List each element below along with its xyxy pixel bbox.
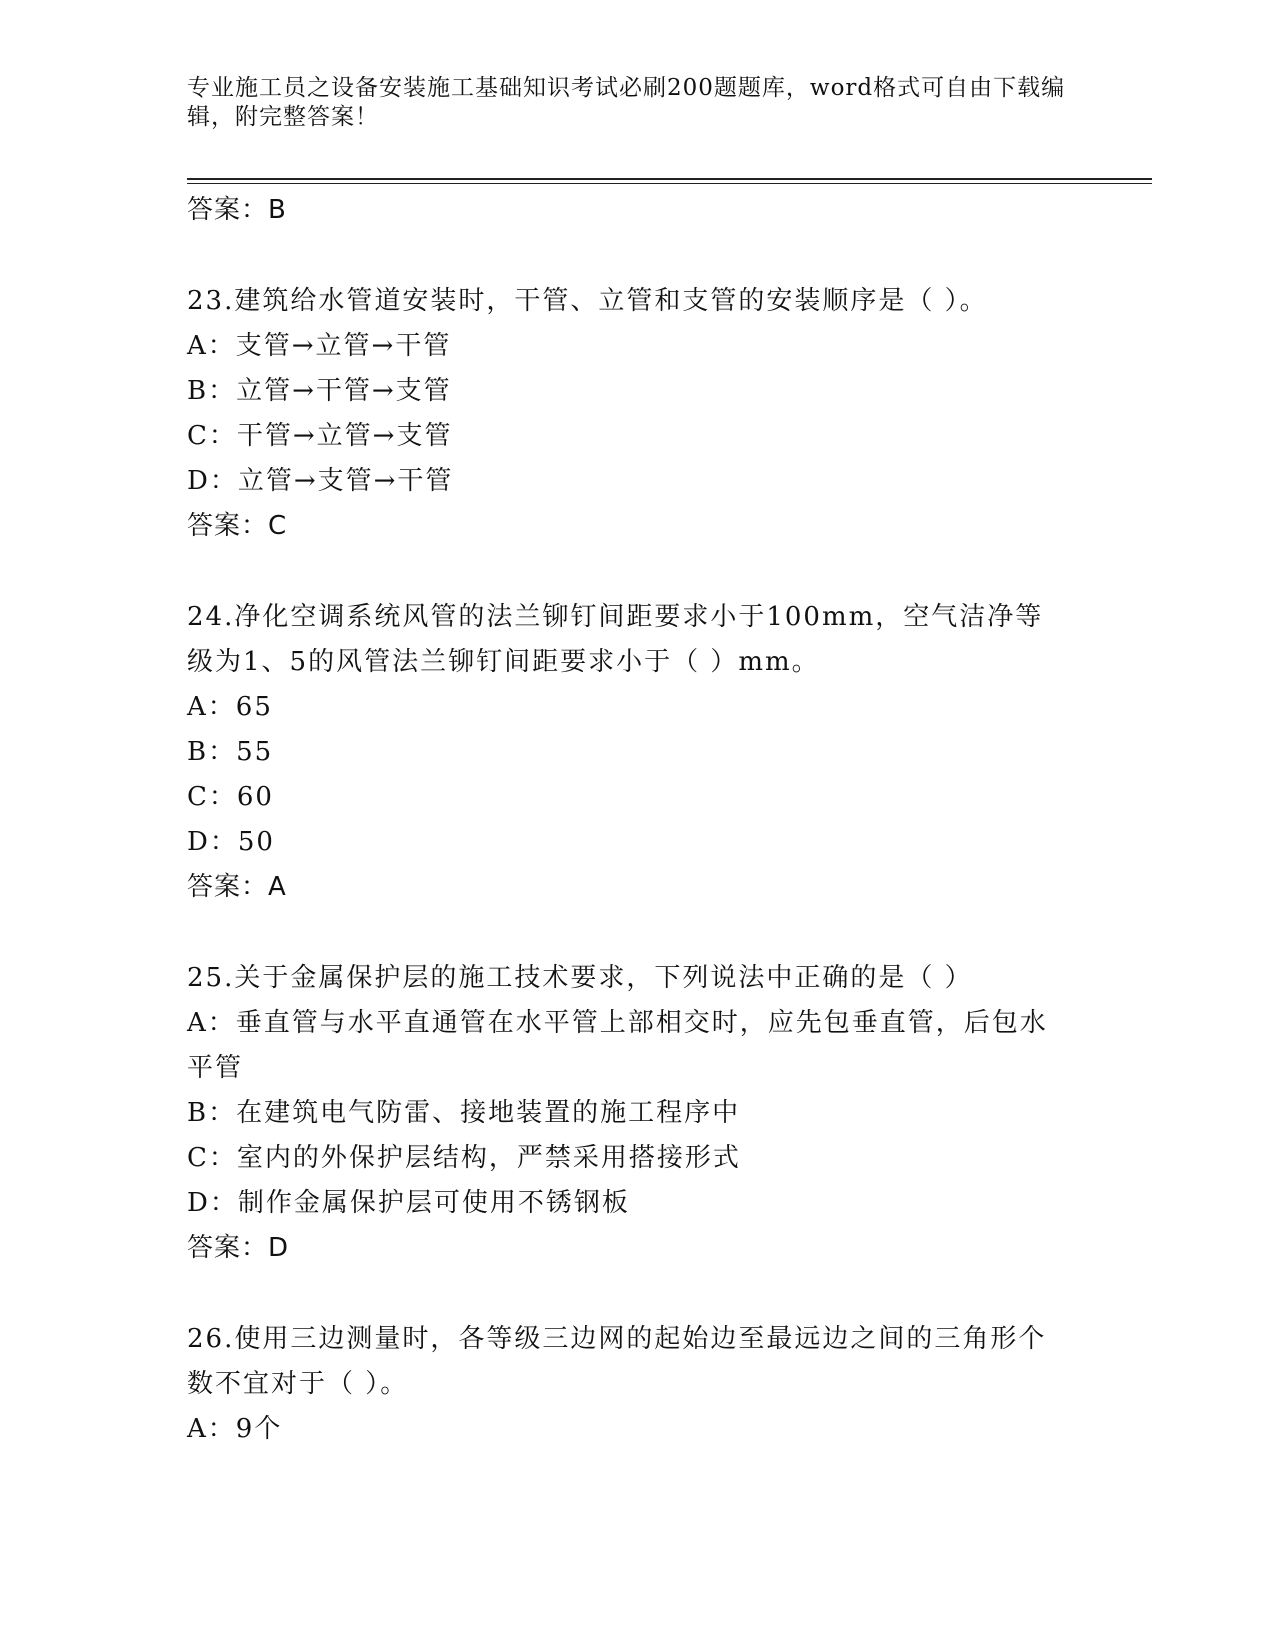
option-c: C：干管→立管→支管 bbox=[187, 421, 453, 451]
document-header: 专业施工员之设备安装施工基础知识考试必刷200题题库，word格式可自由下载编辑，附完整答案！ bbox=[187, 75, 1066, 130]
question-23 bbox=[187, 279, 1067, 548]
option-d: D：立管→支管→干管 bbox=[187, 466, 454, 496]
previous-answer: 答案：B bbox=[187, 195, 287, 225]
option-c: C：室内的外保护层结构，严禁采用搭接形式 bbox=[187, 1143, 741, 1173]
question-24 bbox=[187, 595, 1067, 909]
question-text: 26.使用三边测量时，各等级三边网的起始边至最远边之间的三角形个数不宜对于（ ）。 bbox=[187, 1324, 1047, 1399]
option-a: A：支管→立管→干管 bbox=[187, 331, 452, 361]
option-d: D：50 bbox=[187, 827, 275, 857]
option-a: A：65 bbox=[187, 692, 273, 722]
option-b: B：在建筑电气防雷、接地装置的施工程序中 bbox=[187, 1098, 741, 1128]
question-list bbox=[187, 188, 1067, 1452]
option-a: A：9个 bbox=[187, 1414, 283, 1444]
header-divider-thin bbox=[187, 183, 1152, 184]
question-text: 24.净化空调系统风管的法兰铆钉间距要求小于100mm，空气洁净等级为1、5的风管法兰铆钉间距要求小于（ ）mm。 bbox=[187, 602, 1044, 677]
answer-23: 答案：C bbox=[187, 511, 288, 541]
option-b: B：55 bbox=[187, 737, 274, 767]
option-d: D：制作金属保护层可使用不锈钢板 bbox=[187, 1188, 630, 1218]
spacer bbox=[187, 232, 1067, 279]
question-text: 25.关于金属保护层的施工技术要求，下列说法中正确的是（ ） bbox=[187, 963, 973, 993]
option-a: A：垂直管与水平直通管在水平管上部相交时，应先包垂直管，后包水平管 bbox=[187, 1008, 1048, 1083]
header-divider-thick bbox=[187, 178, 1152, 180]
spacer bbox=[187, 909, 1067, 956]
question-25 bbox=[187, 956, 1067, 1270]
answer-25: 答案：D bbox=[187, 1233, 290, 1263]
question-26 bbox=[187, 1317, 1067, 1452]
option-b: B：立管→干管→支管 bbox=[187, 376, 452, 406]
spacer bbox=[187, 548, 1067, 595]
question-text: 23.建筑给水管道安装时，干管、立管和支管的安装顺序是（ ）。 bbox=[187, 286, 988, 316]
spacer bbox=[187, 1270, 1067, 1317]
answer-24: 答案：A bbox=[187, 872, 287, 902]
option-c: C：60 bbox=[187, 782, 274, 812]
